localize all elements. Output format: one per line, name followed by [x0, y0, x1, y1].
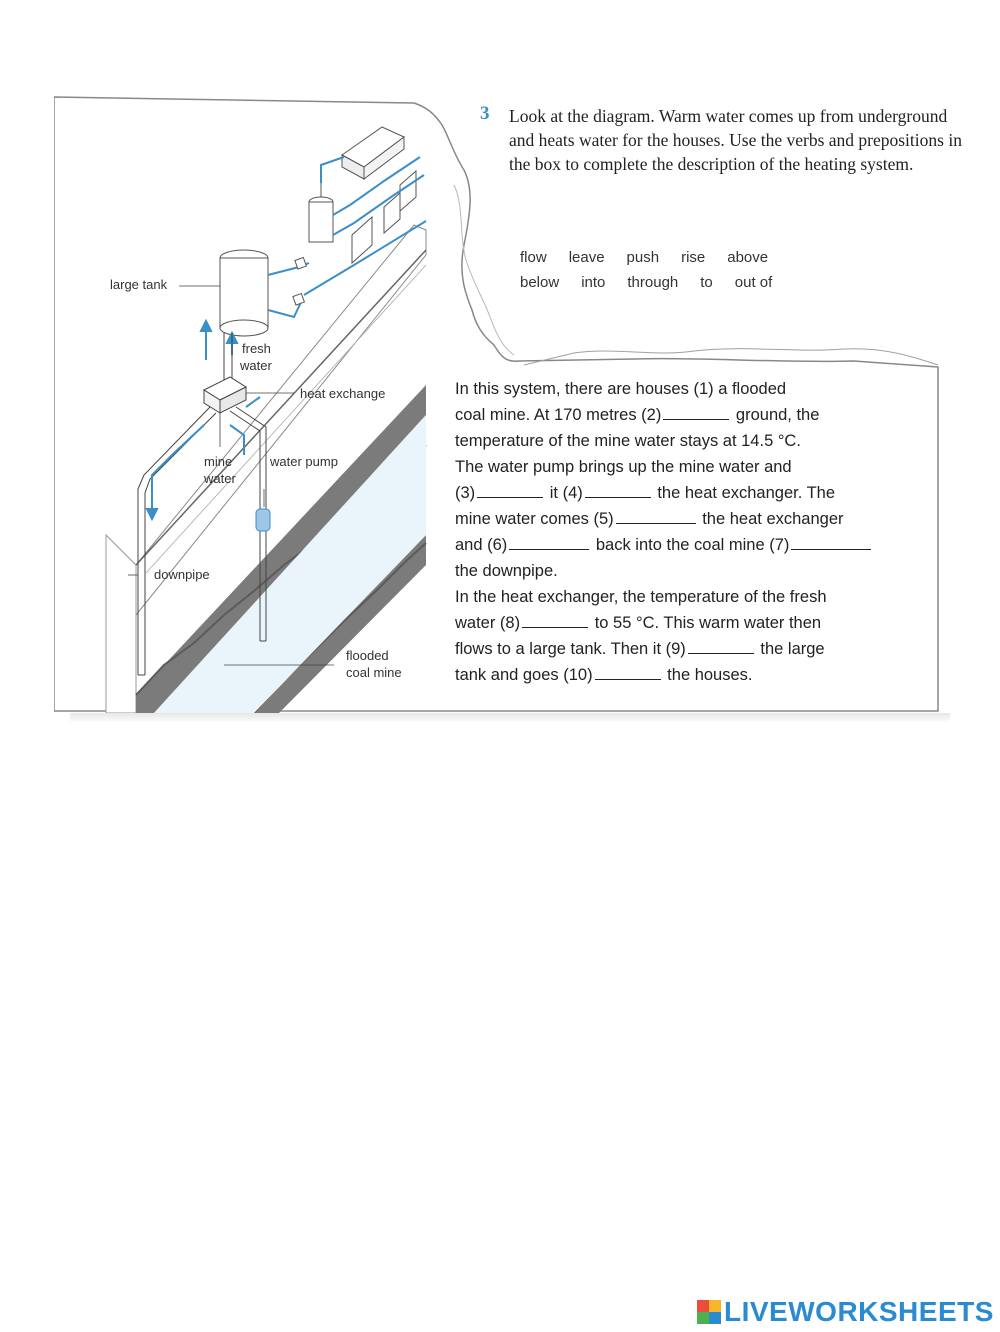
passage-line: [455, 454, 935, 480]
label-water-pump: water pump: [270, 454, 338, 469]
passage-text: the houses.: [662, 666, 753, 684]
word-box-item: flow: [520, 249, 547, 266]
label-fresh-water-2: water: [240, 358, 272, 373]
word-box-item: through: [627, 274, 679, 291]
liveworksheets-logo-text: LIVEWORKSHEETS: [724, 1296, 994, 1327]
gap-fill-passage: [455, 376, 935, 688]
passage-line: [455, 428, 935, 454]
passage-text: mine water comes (5): [455, 510, 614, 528]
answer-blank-5[interactable]: [616, 509, 696, 524]
word-box-row-1: [520, 245, 840, 270]
passage-line: [455, 584, 935, 610]
answer-blank-10[interactable]: [595, 665, 661, 680]
passage-line: [455, 636, 935, 662]
passage-line: [455, 480, 935, 506]
passage-text: to 55 °C. This warm water then: [590, 614, 822, 632]
passage-line: [455, 662, 935, 688]
label-mine-water-2: water: [204, 471, 236, 486]
passage-text: and (6): [455, 536, 508, 554]
word-box-item: above: [727, 249, 769, 266]
word-box-item: leave: [568, 249, 605, 266]
label-coal-mine: coal mine: [346, 665, 402, 680]
answer-blank-6[interactable]: [509, 535, 589, 550]
passage-text: the large: [755, 640, 825, 658]
passage-text: (3): [455, 484, 476, 502]
label-mine-water-1: mine: [204, 454, 233, 469]
word-box-item: into: [581, 274, 606, 291]
large-tank-body: [220, 258, 268, 328]
page-shadow: [70, 713, 950, 723]
passage-text: In the heat exchanger, the temperature of the fresh: [455, 588, 827, 606]
passage-text: water (8): [455, 614, 521, 632]
answer-blank-9[interactable]: [688, 639, 754, 654]
blue-pipes: [268, 157, 426, 317]
question-number: 3: [480, 103, 490, 124]
passage-line: [455, 532, 935, 558]
answer-blank-4[interactable]: [585, 483, 651, 498]
passage-text: flows to a large tank. Then it (9): [455, 640, 686, 658]
passage-text: it (4): [545, 484, 583, 502]
word-box-item: rise: [681, 249, 706, 266]
label-heat-exchange: heat exchange: [300, 386, 386, 401]
label-large-tank: large tank: [110, 277, 168, 292]
passage-line: [455, 558, 935, 584]
passage-text: coal mine. At 170 metres (2): [455, 406, 662, 424]
passage-line: [455, 402, 935, 428]
passage-line: [455, 506, 935, 532]
label-flooded: flooded: [346, 648, 389, 663]
passage-text: The water pump brings up the mine water and: [455, 458, 792, 476]
passage-text: In this system, there are houses (1) a flooded: [455, 380, 787, 398]
word-box-item: to: [700, 274, 713, 291]
passage-text: ground, the: [731, 406, 820, 424]
word-box-item: push: [626, 249, 660, 266]
water-pump-shape: [256, 509, 270, 531]
answer-blank-2[interactable]: [663, 405, 729, 420]
liveworksheets-logo: [697, 1298, 994, 1326]
passage-text: the downpipe.: [455, 562, 558, 580]
passage-text: tank and goes (10): [455, 666, 593, 684]
word-box: [520, 245, 840, 295]
passage-text: the heat exchanger. The: [652, 484, 836, 502]
label-fresh-water-1: fresh: [242, 341, 271, 356]
heating-system-diagram: [54, 95, 454, 713]
passage-text: back into the coal mine (7): [591, 536, 790, 554]
liveworksheets-logo-icon: [697, 1300, 721, 1324]
passage-line: [455, 610, 935, 636]
label-downpipe: downpipe: [154, 567, 210, 582]
passage-text: the heat exchanger: [697, 510, 844, 528]
answer-blank-8[interactable]: [522, 613, 588, 628]
passage-line: [455, 376, 935, 402]
word-box-row-2: [520, 270, 840, 295]
word-box-item: out of: [734, 274, 773, 291]
answer-blank-3[interactable]: [477, 483, 543, 498]
wall-left-face: [106, 535, 136, 713]
passage-text: temperature of the mine water stays at 14.5 °C.: [455, 432, 801, 450]
question-instruction: Look at the diagram. Warm water comes up from underground and heats water for the houses. Use the verbs and prepositions in the box to complete the description of the heating system.: [509, 106, 962, 174]
word-box-item: below: [520, 274, 560, 291]
answer-blank-7[interactable]: [791, 535, 871, 550]
